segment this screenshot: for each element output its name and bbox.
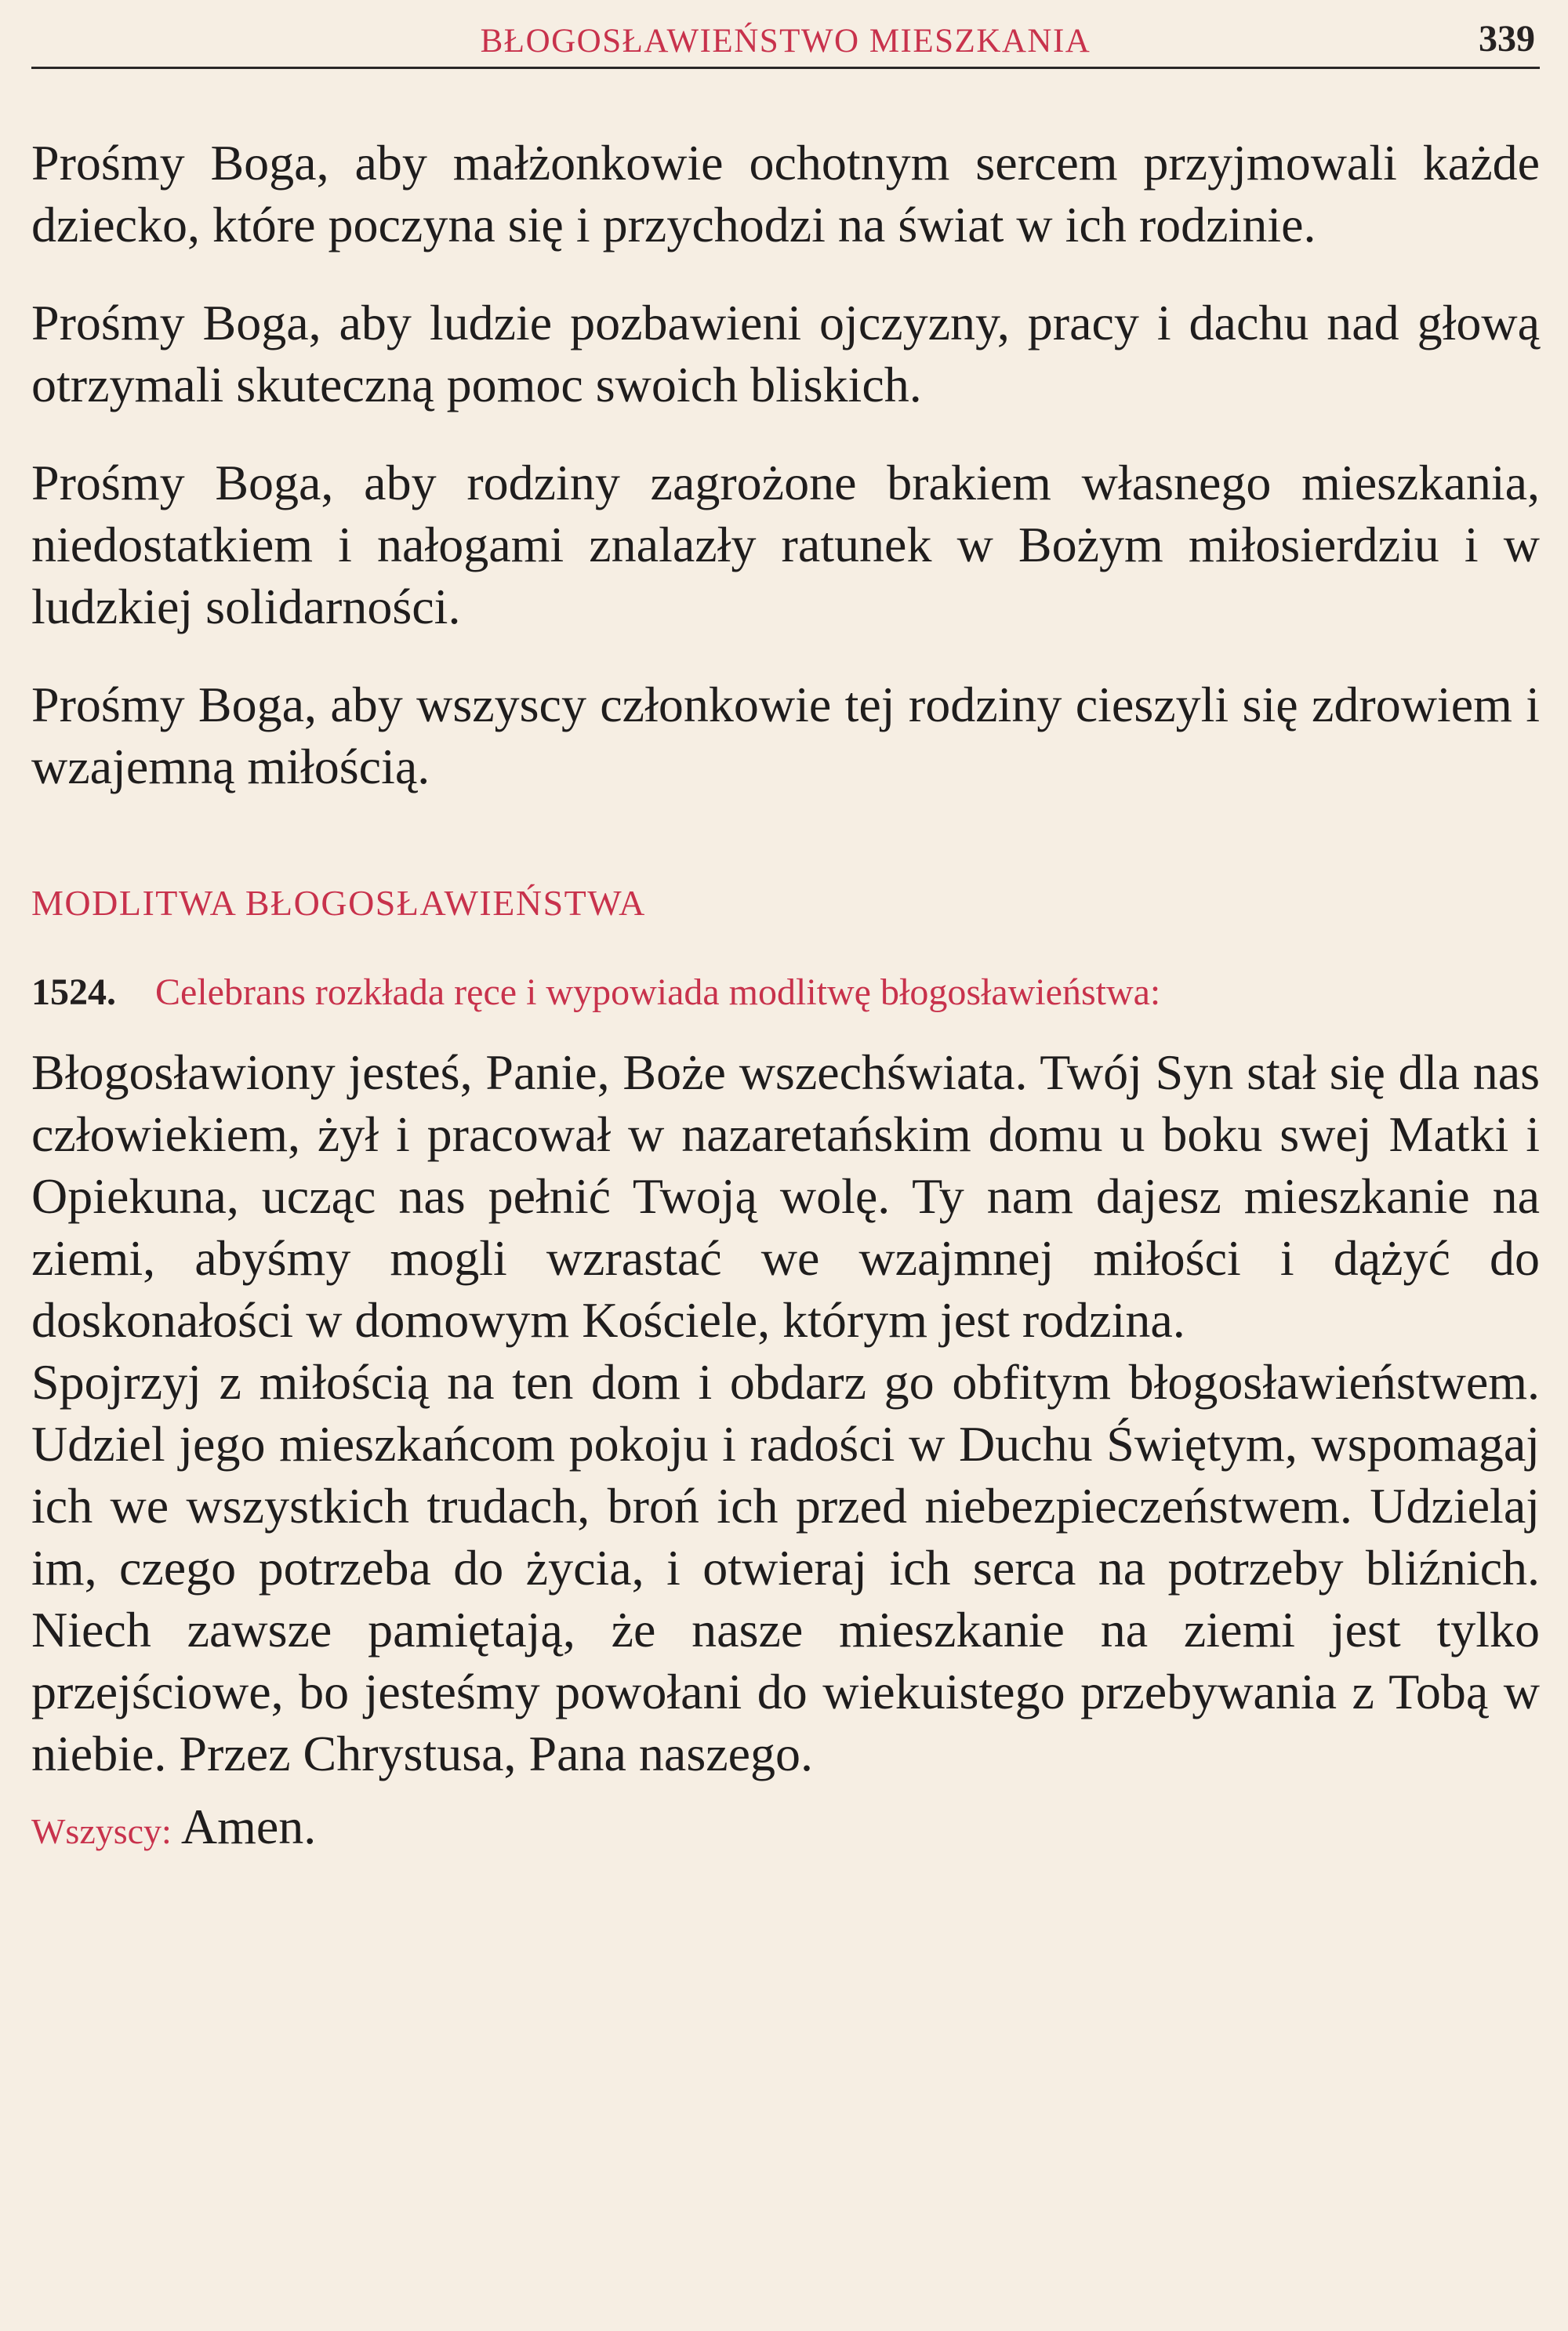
- response-label: Wszyscy:: [31, 1811, 172, 1851]
- response-line: [31, 1795, 1540, 1862]
- rubric-line: [31, 971, 1540, 1015]
- intercession-1: Prośmy Boga, aby małżonkowie ochotnym sercem przyjmowali każde dziecko, które poczyna się i przychodzi na świat w ich rodzinie.: [31, 135, 1540, 252]
- paragraph-number: 1524.: [31, 971, 116, 1013]
- running-title: BŁOGOSŁAWIEŃSTWO MIESZKANIA: [480, 23, 1091, 60]
- prayer-paragraph-1: Błogosławiony jesteś, Panie, Boże wszechświata. Twój Syn stał się dla nas człowiekiem, żył i pracował w nazaretańskim domu u boku swej Matki i Opiekuna, ucząc nas pełnić Twoją wolę. Ty nam dajesz mieszkanie na ziemi, abyśmy mogli wzrastać we wzajmnej miłości i dążyć do doskonałości w domowym Kościele, którym jest rodzina.: [31, 1044, 1540, 1348]
- intercession-4: Prośmy Boga, aby wszyscy członkowie tej rodziny cieszyli się zdrowiem i wzajemną miłością.: [31, 677, 1540, 794]
- rubric-text: Celebrans rozkłada ręce i wypowiada modlitwę błogosławieństwa:: [155, 971, 1161, 1013]
- page-number: 339: [1479, 18, 1535, 60]
- intercession-3: Prośmy Boga, aby rodziny zagrożone brakiem własnego mieszkania, niedostatkiem i nałogami znalazły ratunek w Bożym miłosierdziu i w ludzkiej solidarności.: [31, 455, 1540, 634]
- running-header: [31, 0, 1540, 69]
- response-text: Amen.: [180, 1799, 317, 1854]
- prayer-paragraph-2: Spojrzyj z miłością na ten dom i obdarz go obfitym błogosławieństwem. Udziel jego mieszkańcom pokoju i radości w Duchu Świętym, wspomagaj ich we wszystkich trudach, broń ich przed niebezpieczeństwem. Udzielaj im, czego potrzeba do życia, i otwieraj ich serca na potrzeby bliźnich. Niech zawsze pamiętają, że nasze mieszkanie na ziemi jest tylko przejściowe, bo jesteśmy powołani do wiekuistego przebywania z Tobą w niebie. Przez Chrystusa, Pana naszego.: [31, 1354, 1540, 1781]
- intercession-2: Prośmy Boga, aby ludzie pozbawieni ojczyzny, pracy i dachu nad głową otrzymali skuteczną pomoc swoich bliskich.: [31, 295, 1540, 412]
- section-heading: MODLITWA BŁOGOSŁAWIEŃSTWA: [31, 883, 646, 923]
